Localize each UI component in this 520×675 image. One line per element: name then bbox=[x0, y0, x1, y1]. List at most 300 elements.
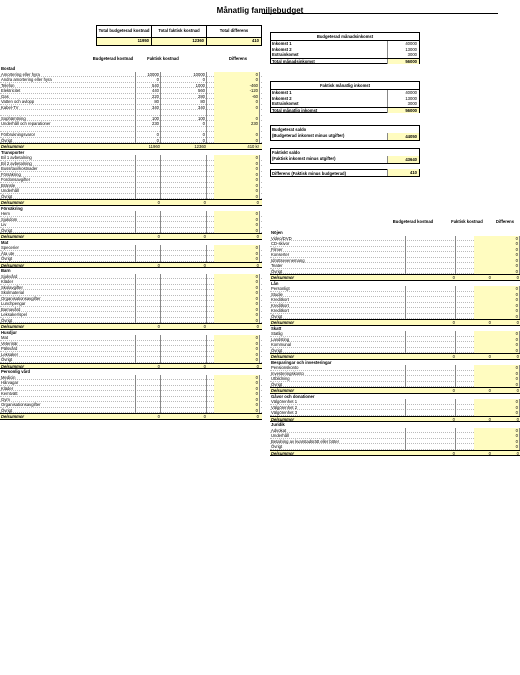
subtotal-row bbox=[270, 319, 520, 326]
diff-cell[interactable]: 0 bbox=[214, 177, 260, 183]
subtotal-actual: 0 bbox=[488, 275, 491, 280]
row-label: Advokat bbox=[271, 428, 406, 434]
subtotal-budget: 0 bbox=[452, 388, 455, 393]
row-label: Övrigt bbox=[271, 269, 406, 275]
subtotal-diff: 0 bbox=[516, 450, 519, 456]
diff-cell[interactable]: 0 bbox=[214, 161, 260, 167]
row-label: Skolavgifter bbox=[1, 285, 136, 291]
subtotal-diff: 0 bbox=[516, 275, 519, 280]
budget-balance-value[interactable]: 44050 bbox=[387, 133, 419, 140]
diff-cell[interactable]: 0 bbox=[214, 77, 260, 83]
budget-balance-sublabel: (Budgeterad inkomst minus utgifter) bbox=[272, 132, 345, 138]
subtotal-row bbox=[0, 323, 262, 330]
row-label: Övrigt bbox=[1, 318, 136, 324]
section-title: Lån bbox=[271, 280, 279, 286]
row-label: Bil 2 avbetalning bbox=[1, 161, 136, 167]
row-label: Mat bbox=[1, 335, 136, 341]
subtotal-actual: 0 bbox=[203, 262, 206, 268]
subtotal-row bbox=[0, 363, 262, 370]
section-title: Mat bbox=[1, 239, 9, 245]
row-label: Personligt bbox=[271, 286, 406, 292]
subtotal-label: Delsummor bbox=[271, 388, 295, 393]
diff-cell[interactable]: 0 bbox=[214, 105, 260, 111]
subtotal-diff: 0 bbox=[516, 388, 519, 393]
budget-cell[interactable]: 540 bbox=[115, 83, 161, 89]
row-label: Landsting bbox=[271, 337, 406, 343]
diff-cell[interactable]: 0 bbox=[214, 251, 260, 257]
summary-table bbox=[96, 25, 262, 46]
row-label: Förbrukningsvaror bbox=[1, 132, 136, 138]
row-label: Sjukvård bbox=[1, 274, 136, 280]
left-colheader-diff: Differens bbox=[228, 56, 248, 61]
row-label: Kemtvätt bbox=[1, 391, 136, 397]
budget-income-header: Budgeterad månadsinkomst bbox=[271, 33, 419, 41]
diff-cell[interactable]: 0 bbox=[214, 296, 260, 302]
row-label: Sophämtning bbox=[1, 116, 136, 122]
subtotal-budget: 0 bbox=[157, 363, 160, 369]
diff-cell[interactable]: 0 bbox=[214, 341, 260, 347]
subtotal-row bbox=[0, 143, 262, 150]
subtotal-label: Delsummor bbox=[1, 363, 25, 369]
actual-cell[interactable]: 80 bbox=[161, 99, 207, 105]
diff-cell[interactable]: 0 bbox=[214, 408, 260, 414]
subtotal-budget: 0 bbox=[452, 275, 455, 280]
row-label: Övrigt bbox=[271, 444, 406, 450]
subtotal-row bbox=[270, 353, 520, 360]
row-label: Sjukdom bbox=[1, 217, 136, 223]
row-label: Övrigt bbox=[1, 357, 136, 363]
row-label: Pensionskonto bbox=[271, 365, 406, 371]
budget-cell[interactable]: 440 bbox=[115, 88, 161, 94]
row-label: Buss/taxi/kostnader bbox=[1, 166, 136, 172]
diff-cell[interactable]: 0 bbox=[214, 72, 260, 78]
diff-cell[interactable]: 0 bbox=[214, 194, 260, 200]
actual-balance-box bbox=[270, 148, 420, 164]
diff-cell[interactable]: 0 bbox=[214, 211, 260, 217]
diff-balance-value[interactable]: 410 bbox=[387, 169, 419, 176]
diff-cell[interactable]: -460 bbox=[214, 83, 260, 89]
diff-cell[interactable]: 0 bbox=[214, 166, 260, 172]
row-label: Fordonsavgifter bbox=[1, 177, 136, 183]
budget-cell[interactable]: 230 bbox=[115, 121, 161, 127]
diff-cell[interactable]: 0 bbox=[474, 263, 520, 269]
row-label: Statlig bbox=[271, 331, 406, 337]
actual-cell[interactable]: 0 bbox=[161, 121, 207, 127]
row-label: Skolmaterial bbox=[1, 290, 136, 296]
subtotal-actual: 0 bbox=[488, 416, 491, 422]
row-label: Övrigt bbox=[1, 408, 136, 414]
diff-cell[interactable]: 0 bbox=[214, 228, 260, 234]
diff-cell[interactable]: -60 bbox=[214, 94, 260, 100]
diff-cell[interactable]: 0 bbox=[214, 346, 260, 352]
diff-cell[interactable]: 0 bbox=[474, 348, 520, 354]
diff-balance-box bbox=[270, 169, 420, 177]
budget-income-box bbox=[270, 32, 420, 64]
subtotal-actual: 0 bbox=[488, 354, 491, 359]
row-label: Betalning av kvarstadsrätt eller böter bbox=[271, 439, 406, 445]
diff-cell[interactable]: 0 bbox=[474, 439, 520, 445]
subtotal-budget: 0 bbox=[157, 262, 160, 268]
diff-cell[interactable]: 0 bbox=[214, 402, 260, 408]
budget-cell[interactable]: 100 bbox=[115, 116, 161, 122]
row-label: Övrigt bbox=[271, 314, 406, 320]
diff-cell[interactable]: 0 bbox=[474, 247, 520, 253]
diff-cell[interactable]: 0 bbox=[474, 382, 520, 388]
section-title: Bostad bbox=[1, 66, 16, 71]
diff-cell[interactable]: 0 bbox=[474, 303, 520, 309]
row-label: Leksaker/spel bbox=[1, 312, 136, 318]
diff-cell[interactable]: 0 bbox=[474, 433, 520, 439]
row-label: Total månatlig inkomst bbox=[272, 107, 318, 113]
row-label: Telefon bbox=[1, 83, 136, 89]
subtotal-label: Delsummor bbox=[271, 416, 295, 422]
title-underline bbox=[262, 13, 498, 14]
row-label: Inkomst 1 bbox=[272, 90, 292, 95]
right-colheader-diff: Differens bbox=[495, 219, 515, 224]
subtotal-diff: 0 bbox=[256, 200, 259, 205]
subtotal-label: Delsummor bbox=[1, 324, 25, 329]
subtotal-row bbox=[0, 413, 262, 420]
diff-cell[interactable]: 0 bbox=[474, 331, 520, 337]
row-label: Pälsvård bbox=[1, 346, 136, 352]
row-label: Elektricitet bbox=[1, 88, 136, 94]
row-label: Teater bbox=[271, 263, 406, 269]
right-colheader-actual: Faktisk kostnad bbox=[451, 219, 483, 224]
row-label: Andra amortering eller hyra bbox=[1, 77, 136, 83]
budget-cell[interactable]: 0 bbox=[115, 132, 161, 138]
summary-header-actual: Total faktisk kostnad bbox=[152, 26, 207, 38]
diff-cell[interactable]: 0 bbox=[214, 318, 260, 324]
section-title: Nöjen bbox=[271, 230, 283, 235]
subtotal-diff: 0 bbox=[516, 416, 519, 422]
actual-income-header: Faktisk månatlig inkomst bbox=[271, 82, 419, 90]
row-label: Äta ute bbox=[1, 251, 136, 257]
subtotal-label: Delsummor bbox=[271, 450, 295, 456]
subtotal-actual: 0 bbox=[203, 414, 206, 419]
page-title: Månatlig familjebudget bbox=[216, 6, 304, 15]
row-label: Kommunal bbox=[271, 342, 406, 348]
row-value[interactable]: 13000 bbox=[387, 47, 419, 53]
section-title: Juridik bbox=[271, 422, 285, 427]
row-label: Välgörenhet 3 bbox=[271, 410, 406, 416]
row-label: Kreditkort bbox=[271, 303, 406, 309]
diff-cell[interactable]: 0 bbox=[474, 297, 520, 303]
row-label: Inkomst 2 bbox=[272, 46, 292, 52]
diff-cell[interactable]: 0 bbox=[214, 188, 260, 194]
row-label: Barnavård bbox=[1, 307, 136, 313]
row-label: Bränsle bbox=[1, 183, 136, 189]
row-value[interactable]: 13000 bbox=[387, 96, 419, 102]
row-label: Video/DVD bbox=[271, 236, 406, 242]
actual-balance-value[interactable]: 43640 bbox=[387, 156, 419, 163]
row-label: Liv bbox=[1, 222, 136, 228]
budget-cell[interactable]: 220 bbox=[115, 94, 161, 100]
actual-cell[interactable]: 0 bbox=[161, 77, 207, 83]
row-label: Utbildning bbox=[271, 376, 406, 382]
row-label: Veterinär bbox=[1, 341, 136, 347]
subtotal-actual: 0 bbox=[203, 363, 206, 369]
subtotal-row bbox=[270, 387, 520, 394]
budget-cell[interactable]: 0 bbox=[115, 77, 161, 83]
row-label: Extrainkomst bbox=[272, 52, 299, 57]
row-label: CD-skivor bbox=[271, 241, 406, 247]
left-colheader-budget: Budgeterad kostnad bbox=[92, 56, 134, 61]
diff-cell[interactable]: 0 bbox=[214, 155, 260, 161]
subtotal-label: Delsummor bbox=[271, 354, 295, 359]
diff-cell[interactable]: 0 bbox=[474, 258, 520, 264]
row-label: Amortering eller hyra bbox=[1, 72, 136, 78]
subtotal-row bbox=[0, 262, 262, 269]
diff-cell[interactable]: 0 bbox=[214, 116, 260, 122]
subtotal-actual: 0 bbox=[488, 320, 491, 325]
budget-cell[interactable]: 0 bbox=[115, 138, 161, 144]
actual-cell[interactable]: 1000 bbox=[161, 83, 207, 89]
diff-cell[interactable]: 0 bbox=[214, 132, 260, 138]
section-title: Besparingar och investeringar bbox=[271, 359, 332, 365]
diff-cell[interactable]: 0 bbox=[474, 269, 520, 275]
row-label: Underhåll och reparationer bbox=[1, 121, 136, 127]
diff-cell[interactable]: 0 bbox=[214, 172, 260, 178]
subtotal-diff: 0 bbox=[256, 324, 259, 329]
left-expense-column bbox=[0, 66, 262, 420]
diff-cell[interactable]: 0 bbox=[214, 99, 260, 105]
row-label: Filmer bbox=[271, 247, 406, 253]
diff-cell[interactable]: 0 bbox=[474, 371, 520, 377]
budget-balance-label: Budgeterat saldo bbox=[272, 127, 307, 132]
subtotal-label: Delsummor bbox=[1, 234, 25, 239]
row-label: Lunchpengar bbox=[1, 301, 136, 307]
section-title: Transporter bbox=[1, 149, 25, 155]
row-label: Övrigt bbox=[1, 256, 136, 262]
diff-cell[interactable]: 0 bbox=[214, 312, 260, 318]
row-label: Studie bbox=[271, 292, 406, 298]
left-colheader-actual: Faktisk kostnad bbox=[147, 56, 179, 61]
subtotal-actual: 0 bbox=[203, 234, 206, 239]
subtotal-diff: 0 bbox=[256, 414, 259, 419]
row-label: Hem bbox=[1, 211, 136, 217]
row-label: Medicin bbox=[1, 375, 136, 381]
subtotal-budget: 0 bbox=[452, 320, 455, 325]
subtotal-label: Delsummor bbox=[271, 275, 295, 280]
budget-cell[interactable]: 80 bbox=[115, 99, 161, 105]
summary-value-diff[interactable]: 410 bbox=[207, 38, 262, 46]
subtotal-budget: 0 bbox=[157, 324, 160, 329]
row-label: Övrigt bbox=[271, 348, 406, 354]
row-label: Investeringskonto bbox=[271, 371, 406, 377]
section-title: Skatt bbox=[271, 325, 282, 331]
row-label: Konserter bbox=[271, 252, 406, 258]
diff-cell[interactable]: 0 bbox=[474, 236, 520, 242]
subtotal-label: Delsummor bbox=[1, 262, 25, 268]
budget-income-total bbox=[271, 58, 419, 64]
row-label: Kreditkort bbox=[271, 308, 406, 314]
subtotal-budget: 0 bbox=[157, 234, 160, 239]
row-label: Underhåll bbox=[271, 433, 406, 439]
row-label: Kläder bbox=[1, 279, 136, 285]
row-label: Övrigt bbox=[271, 382, 406, 388]
actual-cell[interactable]: 0 bbox=[161, 138, 207, 144]
subtotal-budget: 0 bbox=[452, 354, 455, 359]
diff-cell[interactable]: 0 bbox=[214, 335, 260, 341]
actual-cell[interactable]: 100 bbox=[161, 116, 207, 122]
subtotal-row bbox=[0, 199, 262, 206]
subtotal-row bbox=[0, 233, 262, 240]
subtotal-row bbox=[270, 274, 520, 281]
row-value[interactable]: 40000 bbox=[387, 41, 419, 47]
section-title: Gåvor och donationer bbox=[271, 393, 315, 399]
section-title: Barn bbox=[1, 268, 11, 273]
diff-cell[interactable]: 0 bbox=[474, 252, 520, 258]
diff-cell[interactable]: 0 bbox=[474, 241, 520, 247]
diff-cell[interactable]: 0 bbox=[214, 290, 260, 296]
row-label: Kreditkort bbox=[271, 297, 406, 303]
diff-cell[interactable]: 0 bbox=[474, 428, 520, 434]
subtotal-actual: 0 bbox=[488, 450, 491, 456]
diff-cell[interactable]: 0 bbox=[214, 285, 260, 291]
diff-cell[interactable]: 0 bbox=[214, 217, 260, 223]
row-label: Övrigt bbox=[1, 194, 136, 200]
row-label: Hårvagar bbox=[1, 380, 136, 386]
diff-cell[interactable]: 230 bbox=[214, 121, 260, 127]
actual-balance-label: Faktiskt saldo bbox=[272, 150, 300, 155]
actual-balance-sublabel: (Faktisk inkomst minus utgifter) bbox=[272, 155, 336, 161]
diff-cell[interactable]: 0 bbox=[474, 405, 520, 411]
actual-income-total bbox=[271, 107, 419, 113]
budget-balance-box bbox=[270, 125, 420, 141]
subtotal-row bbox=[270, 416, 520, 423]
diff-cell[interactable]: 0 bbox=[214, 380, 260, 386]
diff-cell[interactable]: 0 bbox=[474, 444, 520, 450]
row-label: Välgörenhet 1 bbox=[271, 399, 406, 405]
subtotal-diff: 410 kr bbox=[247, 144, 259, 149]
subtotal-label: Delsummor bbox=[1, 200, 25, 205]
subtotal-budget: 0 bbox=[452, 450, 455, 456]
row-label: Inkomst 2 bbox=[272, 95, 292, 101]
row-label: Gym bbox=[1, 397, 136, 403]
row-label: Välgörenhet 2 bbox=[271, 405, 406, 411]
diff-cell[interactable]: 0 bbox=[214, 222, 260, 228]
diff-cell[interactable]: 0 bbox=[474, 365, 520, 371]
diff-cell[interactable]: 0 bbox=[214, 357, 260, 363]
diff-balance-label: Differens (Faktisk minus budgeterad) bbox=[272, 171, 346, 176]
diff-cell[interactable]: 0 bbox=[474, 337, 520, 343]
row-label: Bil 1 avbetalning bbox=[1, 155, 136, 161]
subtotal-diff: 0 bbox=[256, 262, 259, 268]
actual-cell[interactable]: 340 bbox=[161, 105, 207, 111]
row-label: Vatten och avlopp bbox=[1, 99, 136, 105]
budget-cell[interactable]: 340 bbox=[115, 105, 161, 111]
right-expense-column bbox=[270, 230, 520, 456]
diff-cell[interactable]: 0 bbox=[474, 286, 520, 292]
summary-header-budget: Total budgeterad kostnad bbox=[97, 26, 152, 38]
subtotal-label: Delsummor bbox=[271, 320, 295, 325]
row-label: Underhåll bbox=[1, 188, 136, 194]
diff-cell[interactable]: 0 bbox=[214, 352, 260, 358]
diff-cell[interactable]: 0 bbox=[474, 410, 520, 416]
row-label: Total månadsinkomst bbox=[272, 58, 315, 64]
subtotal-diff: 0 bbox=[516, 320, 519, 325]
diff-cell[interactable]: 0 bbox=[474, 314, 520, 320]
subtotal-actual: 0 bbox=[488, 388, 491, 393]
row-label: Övrigt bbox=[1, 138, 136, 144]
row-value[interactable]: 56000 bbox=[387, 59, 419, 65]
row-label: Specerier bbox=[1, 245, 136, 251]
diff-cell[interactable]: 0 bbox=[214, 274, 260, 280]
diff-cell[interactable]: 0 bbox=[214, 279, 260, 285]
row-label: Extrainkomst bbox=[272, 101, 299, 106]
summary-value-actual[interactable]: 12360 bbox=[152, 38, 207, 46]
diff-cell[interactable]: 0 bbox=[214, 386, 260, 392]
diff-cell[interactable]: 0 bbox=[214, 391, 260, 397]
subtotal-label: Delsummor bbox=[1, 144, 25, 149]
subtotal-budget: 0 bbox=[157, 414, 160, 419]
diff-cell[interactable]: 0 bbox=[214, 183, 260, 189]
row-label: Idrottsevenemang bbox=[271, 258, 406, 264]
subtotal-diff: 0 bbox=[256, 234, 259, 239]
subtotal-budget: 0 bbox=[452, 416, 455, 422]
diff-cell[interactable]: 0 bbox=[214, 397, 260, 403]
section-title: Personlig vård bbox=[1, 369, 31, 374]
diff-cell[interactable]: 0 bbox=[214, 301, 260, 307]
row-label: Övrigt bbox=[1, 228, 136, 234]
subtotal-actual: 0 bbox=[203, 324, 206, 329]
subtotal-label: Delsummor bbox=[1, 414, 25, 419]
row-label: Kläder bbox=[1, 386, 136, 392]
subtotal-actual: 0 bbox=[203, 200, 206, 205]
diff-cell[interactable]: 0 bbox=[214, 375, 260, 381]
right-colheader-budget: Budgeterad kostnad bbox=[392, 219, 434, 224]
row-label: Gas bbox=[1, 94, 136, 100]
row-label: Organisationsavgifter bbox=[1, 402, 136, 408]
diff-cell[interactable]: 0 bbox=[474, 376, 520, 382]
section-title: Husdjur bbox=[1, 329, 17, 335]
diff-cell[interactable]: 0 bbox=[474, 342, 520, 348]
row-value[interactable]: 3000 bbox=[387, 52, 419, 58]
subtotal-budget: 11960 bbox=[148, 144, 160, 149]
section-title: Försäkring bbox=[1, 205, 23, 211]
diff-cell[interactable]: 0 bbox=[474, 399, 520, 405]
actual-cell[interactable]: 560 bbox=[161, 88, 207, 94]
row-value[interactable]: 56000 bbox=[387, 108, 419, 114]
subtotal-row bbox=[270, 450, 520, 457]
budget-cell[interactable]: 10000 bbox=[115, 72, 161, 78]
summary-header-diff: Total differens bbox=[207, 26, 262, 38]
row-label: Leksaker bbox=[1, 352, 136, 358]
diff-cell[interactable]: 0 bbox=[214, 307, 260, 313]
actual-cell[interactable]: 10000 bbox=[161, 72, 207, 78]
diff-cell[interactable]: 0 bbox=[214, 256, 260, 262]
row-label: Organisationsavgifter bbox=[1, 296, 136, 302]
subtotal-budget: 0 bbox=[157, 200, 160, 205]
row-value[interactable]: 40000 bbox=[387, 90, 419, 96]
diff-cell[interactable]: 0 bbox=[214, 138, 260, 144]
actual-cell[interactable]: 0 bbox=[161, 132, 207, 138]
subtotal-actual: 12360 bbox=[194, 144, 206, 149]
subtotal-diff: 0 bbox=[256, 363, 259, 369]
diff-cell[interactable]: 0 bbox=[474, 308, 520, 314]
diff-cell[interactable]: 0 bbox=[474, 292, 520, 298]
row-label: Inkomst 1 bbox=[272, 41, 292, 46]
actual-cell[interactable]: 280 bbox=[161, 94, 207, 100]
actual-income-box bbox=[270, 81, 420, 113]
row-label: Försäkring bbox=[1, 172, 136, 178]
subtotal-diff: 0 bbox=[516, 354, 519, 359]
row-value[interactable]: 3000 bbox=[387, 101, 419, 107]
diff-cell[interactable]: -120 bbox=[214, 88, 260, 94]
row-label: Kabel-TV bbox=[1, 105, 136, 111]
diff-cell[interactable]: 0 bbox=[214, 245, 260, 251]
summary-value-budget[interactable]: 11950 bbox=[97, 38, 152, 46]
